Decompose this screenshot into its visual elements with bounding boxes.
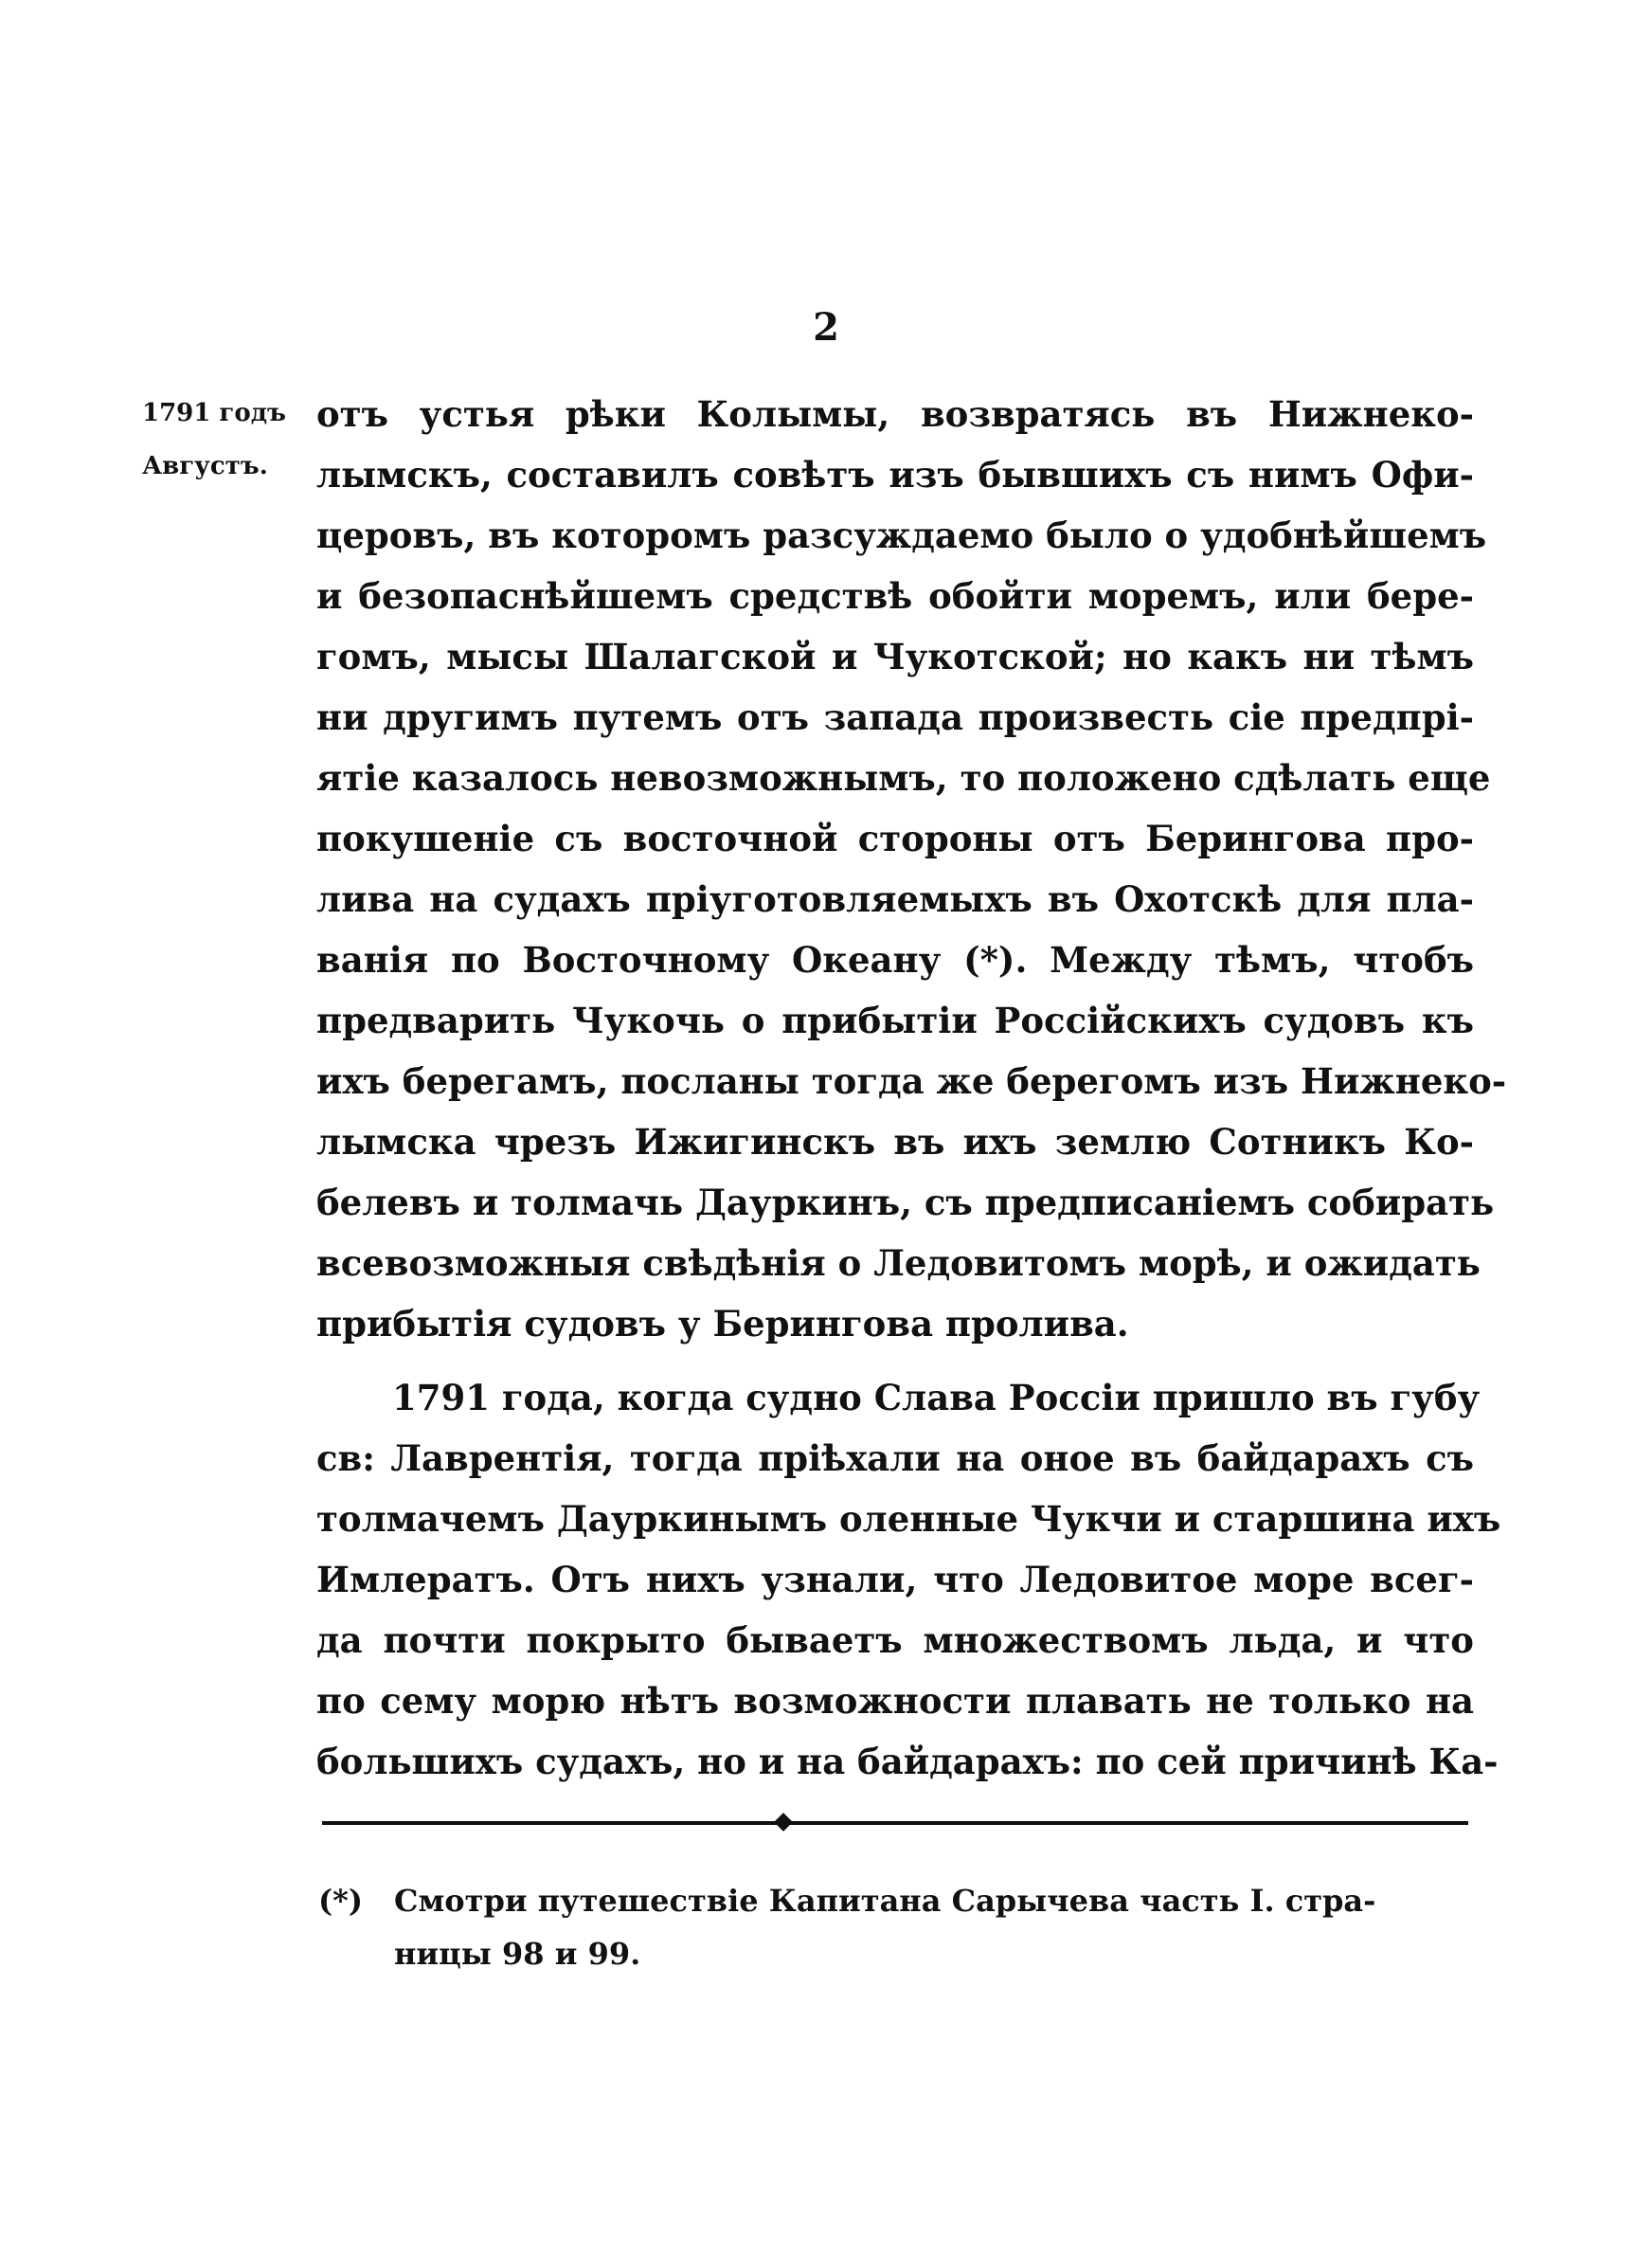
footnote-line: Смотри путешествіе Капитана Сарычева часть I. стра- [394, 1883, 1376, 1919]
footnote-divider [322, 1821, 1468, 1825]
body-line: отъ устья рѣки Колымы, возвратясь въ Нижнеко- [316, 393, 1474, 435]
paragraph-spacer [316, 1354, 1474, 1367]
body-line: покушеніе съ восточной стороны отъ Берингова про- [316, 818, 1474, 859]
body-line: Имлератъ. Отъ нихъ узнали, что Ледовитое море всег- [316, 1559, 1474, 1600]
divider-ornament [774, 1813, 793, 1832]
body-line: по сему морю нѣтъ возможности плавать не только на [316, 1680, 1474, 1722]
body-line: св: Лаврентія, тогда пріѣхали на оное въ байдарахъ съ [316, 1437, 1474, 1479]
footnote-marker: (*) [318, 1883, 364, 1919]
body-line: лива на судахъ пріуготовляемыхъ въ Охотскѣ для пла- [316, 878, 1474, 920]
body-line: всевозможныя свѣдѣнія о Ледовитомъ морѣ, и ожидать [316, 1242, 1481, 1284]
page-number: 2 [813, 305, 839, 350]
body-line: ни другимъ путемъ отъ запада произвесть сіе предпрі- [316, 696, 1474, 738]
body-line: толмачемъ Дауркинымъ оленные Чукчи и старшина ихъ [316, 1498, 1501, 1540]
footnote [318, 1874, 1474, 1980]
body-line: прибытія судовъ у Берингова пролива. [316, 1303, 1129, 1345]
body-line: ванія по Восточному Океану (*). Между тѣмъ, чтобъ [316, 939, 1474, 981]
body-line: и безопаснѣйшемъ средствѣ обойти моремъ, или бере- [316, 575, 1474, 617]
body-line: гомъ, мысы Шалагской и Чукотской; но какъ ни тѣмъ [316, 636, 1474, 677]
body-line: да почти покрыто бываетъ множествомъ льда, и что [316, 1619, 1474, 1661]
footnote-line: ницы 98 и 99. [394, 1936, 641, 1972]
margin-note [142, 387, 322, 493]
margin-note-year: 1791 годъ [142, 399, 286, 427]
body-line: ихъ берегамъ, посланы тогда же берегомъ изъ Нижнеко- [316, 1060, 1507, 1102]
body-line: белевъ и толмачь Дауркинъ, съ предписаніемъ собирать [316, 1182, 1495, 1223]
body-line: предварить Чукочь о прибытіи Россійскихъ судовъ къ [316, 1000, 1474, 1041]
margin-note-month: Августъ. [142, 452, 268, 480]
body-line: церовъ, въ которомъ разсуждаемо было о удобнѣйшемъ [316, 515, 1487, 556]
body-line: лымска чрезъ Ижигинскъ въ ихъ землю Сотникъ Ко- [316, 1121, 1474, 1163]
body-line: ятіе казалось невозможнымъ, то положено сдѣлать еще [316, 757, 1491, 799]
body-line: большихъ судахъ, но и на байдарахъ: по сей причинѣ Ка- [316, 1741, 1499, 1782]
body-line: лымскъ, составилъ совѣтъ изъ бывшихъ съ нимъ Офи- [316, 454, 1474, 496]
body-text [316, 384, 1507, 1792]
body-line: 1791 года, когда судно Слава Россіи пришло въ губу [392, 1377, 1481, 1418]
